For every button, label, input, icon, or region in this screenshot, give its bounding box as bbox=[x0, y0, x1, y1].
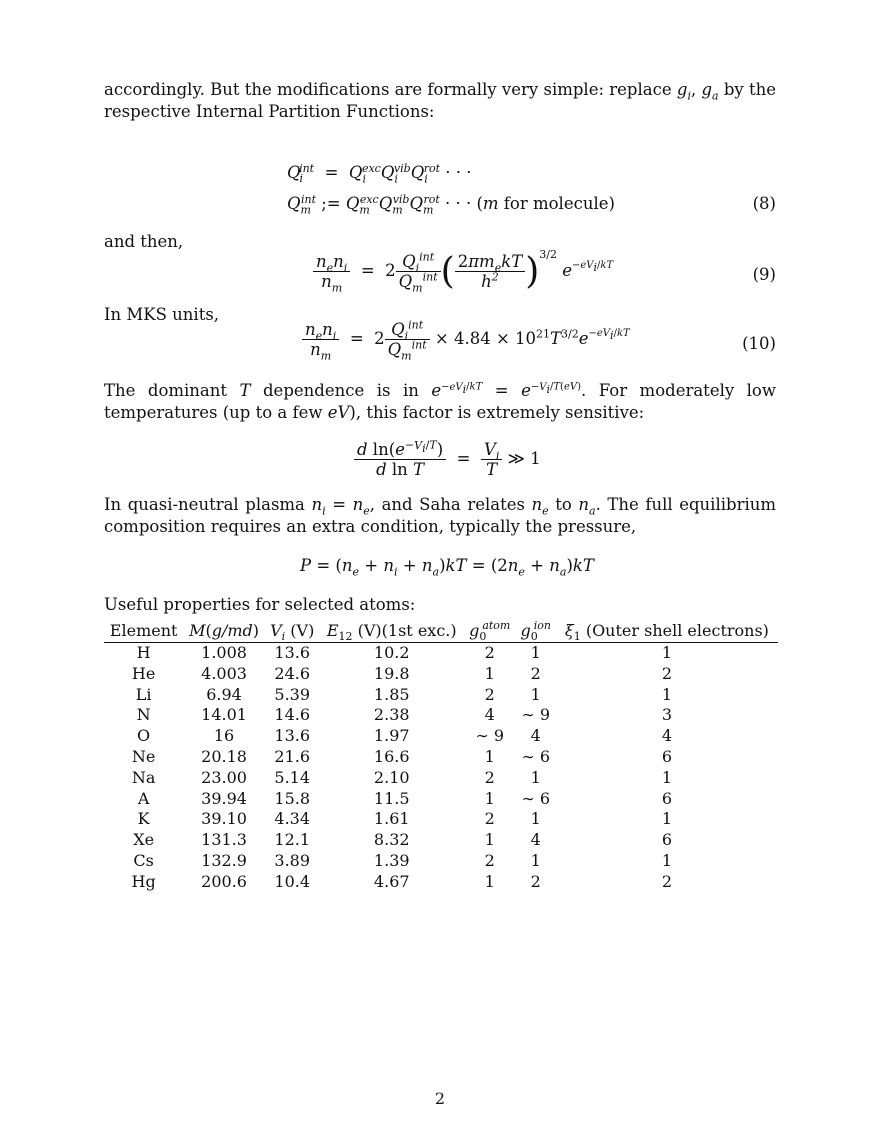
table-cell: Na bbox=[131, 767, 156, 787]
table-cell: 6 bbox=[661, 830, 673, 850]
intro-paragraph: accordingly. But the modifications are formally very simple: replace $g_i$, $g_a$ by the respective Internal Partition Functions: bbox=[104, 80, 776, 121]
table-row bbox=[104, 768, 778, 789]
table-cell: 2 bbox=[530, 663, 541, 683]
table-cell: 6 bbox=[661, 788, 673, 808]
table-cell: 13.6 bbox=[274, 643, 311, 662]
table-cell: 1 bbox=[530, 643, 541, 662]
table-cell: Xe bbox=[133, 830, 155, 850]
equation-9: $\frac{n_en_i}{n_m}$ = 2 $\frac{Q_i^{int}}{Q_m^{int}}$ ( $\frac{2\pi m_ekT}{h^2}$ )$^{3/2}$ $e^{-eV_i/kT}$ bbox=[313, 251, 613, 292]
table-row bbox=[104, 643, 778, 664]
table-cell: 1.61 bbox=[373, 809, 410, 829]
table-cell: 1 bbox=[661, 809, 673, 829]
table-cell: Li bbox=[135, 684, 152, 704]
table-cell: 1 bbox=[661, 767, 673, 787]
table-row bbox=[104, 789, 778, 810]
table-cell: Cs bbox=[133, 850, 154, 870]
table-cell: 132.9 bbox=[201, 850, 247, 870]
header-first-excitation: $E_{12}$ (V)(1st exc.) bbox=[320, 618, 464, 643]
quasi-neutral-paragraph: In quasi-neutral plasma $n_i = n_e$, and Saha relates $n_e$ to $n_a$. The full equilibrium composition requires an extra condition, typically the pressure, bbox=[104, 495, 776, 536]
table-cell: He bbox=[131, 663, 156, 683]
table-cell: 200.6 bbox=[201, 871, 247, 891]
table-cell: 1 bbox=[484, 830, 495, 850]
table-cell: 13.6 bbox=[274, 726, 311, 746]
table-row bbox=[104, 851, 778, 872]
table-cell: 1 bbox=[484, 746, 495, 766]
table-cell: 4 bbox=[484, 705, 495, 725]
table-row bbox=[104, 830, 778, 851]
table-cell: ∼ 6 bbox=[521, 788, 551, 808]
table-cell: 1 bbox=[484, 663, 495, 683]
table-cell: 4.003 bbox=[201, 663, 247, 683]
table-cell: 11.5 bbox=[373, 788, 410, 808]
useful-properties-text: Useful properties for selected atoms: bbox=[104, 595, 416, 614]
dominant-dependence-paragraph: The dominant T dependence is in $e^{-eV_i/kT} = e^{-V_i/T(eV)}$. For moderately low temperatures (up to a few eV), this factor is extremely sensitive: bbox=[104, 381, 776, 422]
table-cell: ∼ 9 bbox=[521, 705, 551, 725]
table-cell: 16.6 bbox=[373, 746, 410, 766]
table-cell: 23.00 bbox=[201, 767, 247, 787]
table-row bbox=[104, 872, 778, 893]
table-cell: 1.008 bbox=[201, 643, 247, 662]
header-outer-shell: $\xi_1$ (Outer shell electrons) bbox=[556, 618, 778, 643]
table-cell: 6 bbox=[661, 746, 673, 766]
table-cell: 12.1 bbox=[274, 830, 311, 850]
table-cell: 1 bbox=[530, 850, 541, 870]
table-cell: 10.4 bbox=[274, 871, 311, 891]
table-cell: 14.6 bbox=[274, 705, 311, 725]
table-cell: 4 bbox=[530, 830, 541, 850]
header-ionization-potential: $V_i$ (V) bbox=[265, 618, 320, 643]
table-cell: 1 bbox=[530, 767, 541, 787]
table-cell: Ne bbox=[131, 746, 156, 766]
table-cell: 1 bbox=[661, 684, 673, 704]
table-cell: 2 bbox=[484, 767, 495, 787]
equation-8-line-2: $Q_m^{int}$ ;= $Q_m^{exc}Q_m^{vib}Q_m^{rot}$ · · · (m for molecule) bbox=[287, 192, 615, 217]
table-cell: A bbox=[137, 788, 150, 808]
table-cell: 1 bbox=[530, 809, 541, 829]
table-row bbox=[104, 747, 778, 768]
table-cell: 2 bbox=[484, 643, 495, 662]
table-cell: 2.10 bbox=[373, 767, 410, 787]
table-cell: 8.32 bbox=[373, 830, 410, 850]
equation-10: $\frac{n_en_i}{n_m}$ = 2 $\frac{Q_i^{int}}{Q_m^{int}}$ × $4.84 \times 10^{21}T^{3/2}e^{-eV_i/kT}$ bbox=[302, 320, 630, 359]
table-cell: 10.2 bbox=[373, 643, 410, 662]
table-cell: 2 bbox=[484, 809, 495, 829]
header-g0-ion: $g_0^{ion}$ bbox=[516, 618, 556, 643]
table-cell: 4 bbox=[530, 726, 541, 746]
table-row bbox=[104, 705, 778, 726]
table-row bbox=[104, 664, 778, 685]
table-cell: 2 bbox=[530, 871, 541, 891]
and-then-text: and then, bbox=[104, 232, 184, 251]
table-cell: 5.39 bbox=[274, 684, 311, 704]
table-cell: 1.85 bbox=[373, 684, 410, 704]
table-cell: 4 bbox=[661, 726, 673, 746]
table-cell: 16 bbox=[213, 726, 235, 746]
table-cell: 1.39 bbox=[373, 850, 410, 870]
table-cell: 19.8 bbox=[373, 663, 410, 683]
table-cell: 20.18 bbox=[201, 746, 247, 766]
table-cell: 1 bbox=[484, 871, 495, 891]
table-body bbox=[104, 643, 778, 893]
table-cell: 24.6 bbox=[274, 663, 311, 683]
equation-8-line-1: $Q_i^{int} = Q_i^{exc}Q_i^{vib}Q_i^{rot}$ · · · bbox=[287, 161, 472, 186]
table-cell: 2.38 bbox=[373, 705, 410, 725]
equation-9-number: (9) bbox=[752, 265, 776, 284]
table-cell: 1 bbox=[661, 850, 673, 870]
table-cell: H bbox=[136, 643, 151, 662]
table-row bbox=[104, 685, 778, 706]
table-cell: ∼ 6 bbox=[521, 746, 551, 766]
table-cell: 1 bbox=[661, 643, 673, 662]
table-cell: 4.34 bbox=[274, 809, 311, 829]
page-number: 2 bbox=[434, 1089, 446, 1108]
table-cell: 4.67 bbox=[373, 871, 410, 891]
table-cell: N bbox=[136, 705, 151, 725]
header-g0-atom: $g_0^{atom}$ bbox=[464, 618, 516, 643]
table-cell: 2 bbox=[661, 871, 673, 891]
table-cell: 131.3 bbox=[201, 830, 247, 850]
table-row bbox=[104, 809, 778, 830]
table-cell: 2 bbox=[484, 850, 495, 870]
table-cell: Hg bbox=[131, 871, 156, 891]
header-mass: M(g/md) bbox=[183, 618, 265, 643]
mks-units-text: In MKS units, bbox=[104, 305, 220, 324]
equation-8-number: (8) bbox=[752, 194, 776, 213]
table-cell: 15.8 bbox=[274, 788, 311, 808]
table-cell: 3 bbox=[661, 705, 673, 725]
table-cell: 14.01 bbox=[201, 705, 247, 725]
table-cell: 5.14 bbox=[274, 767, 311, 787]
sensitivity-equation: $\frac{d \ln(e^{-V_i/T})}{\text{d ln T}}$ = $\frac{V_i}{T}$ ≫ 1 bbox=[354, 440, 541, 479]
table-cell: 21.6 bbox=[274, 746, 311, 766]
table-cell: 3.89 bbox=[274, 850, 311, 870]
table-cell: 1 bbox=[530, 684, 541, 704]
table-cell: 2 bbox=[661, 663, 673, 683]
header-element: Element bbox=[104, 618, 183, 643]
table-header-row bbox=[104, 618, 778, 643]
pressure-equation: $P = (n_e + n_i + n_a)kT = (2n_e + n_a)kT$ bbox=[300, 556, 594, 579]
atom-properties-table bbox=[104, 618, 778, 893]
table-cell: ∼ 9 bbox=[475, 726, 505, 746]
table-cell: 6.94 bbox=[206, 684, 242, 704]
table-cell: 1 bbox=[484, 788, 495, 808]
table-cell: 39.94 bbox=[201, 788, 247, 808]
table-cell: 39.10 bbox=[201, 809, 247, 829]
table-cell: O bbox=[137, 726, 151, 746]
table-cell: K bbox=[137, 809, 150, 829]
table-cell: 1.97 bbox=[373, 726, 410, 746]
table-row bbox=[104, 726, 778, 747]
table-cell: 2 bbox=[484, 684, 495, 704]
equation-10-number: (10) bbox=[742, 334, 776, 353]
